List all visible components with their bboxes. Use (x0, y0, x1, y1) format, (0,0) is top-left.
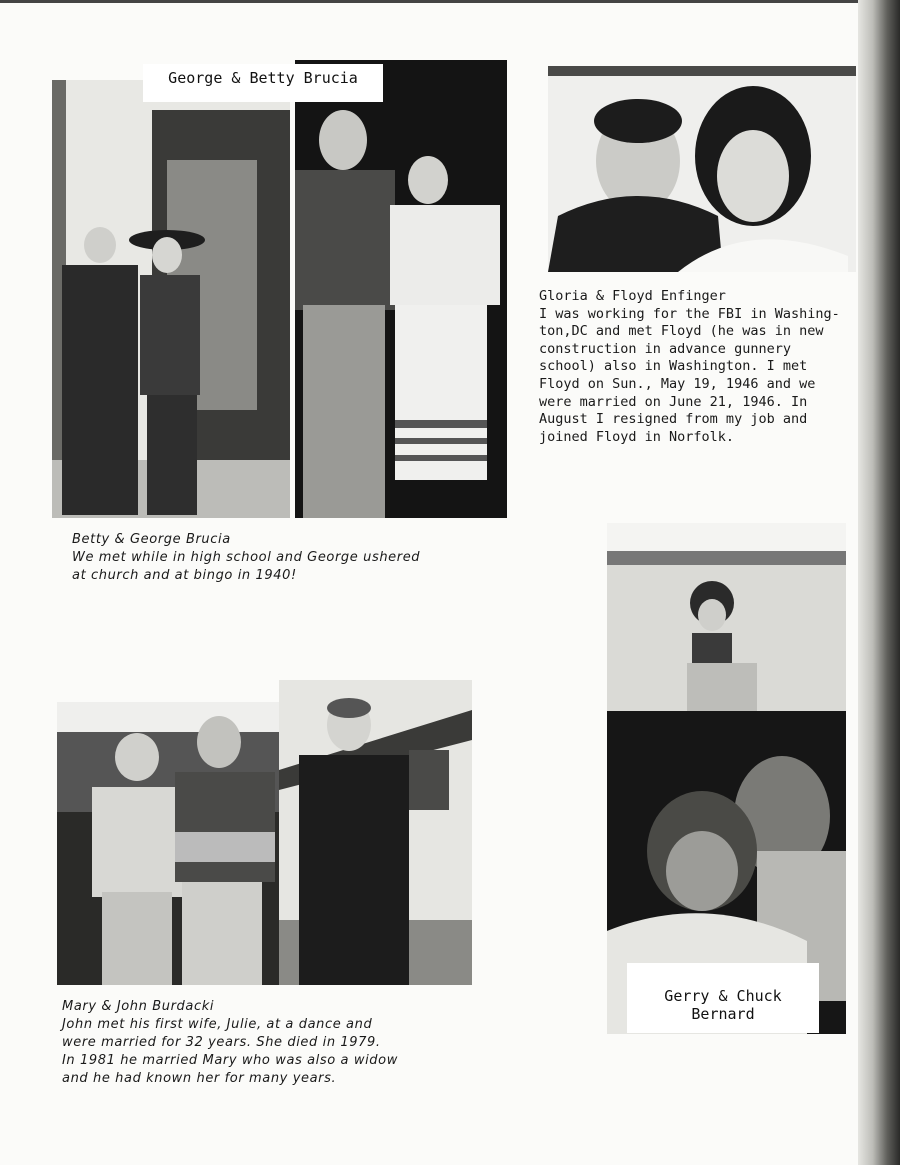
brucia-young-photo (52, 80, 290, 518)
caption-line: ton,DC and met Floyd (he was in new (539, 323, 824, 340)
caption-line: I was working for the FBI in Washing- (539, 305, 840, 322)
caption-line: were married on June 21, 1946. In (539, 393, 808, 410)
caption-line: We met while in high school and George ushered (72, 550, 421, 565)
brucia-photo-label: George & Betty Brucia (143, 64, 383, 102)
caption-line: school) also in Washington. I met (539, 358, 808, 375)
caption-line: John met his first wife, Julie, at a dance and (62, 1017, 373, 1032)
caption-line: were married for 32 years. She died in 1979. (62, 1035, 381, 1050)
caption-line: construction in advance gunnery (539, 340, 791, 357)
burdacki-caption-title: Mary & John Burdacki (62, 999, 215, 1014)
enfinger-caption-title: Gloria & Floyd Enfinger (539, 288, 726, 304)
bernard-photo-label (627, 963, 819, 1033)
burdacki-sailor-photo (279, 680, 472, 985)
brucia-caption-title: Betty & George Brucia (72, 532, 231, 547)
caption-line: In 1981 he married Mary who was also a widow (62, 1053, 398, 1068)
bernard-label-line1: Gerry & Chuck (664, 987, 782, 1005)
caption-line: and he had known her for many years. (62, 1071, 337, 1086)
caption-line: at church and at bingo in 1940! (72, 568, 297, 583)
bernard-label-line2: Bernard (691, 1005, 755, 1023)
caption-line: August I resigned from my job and (539, 411, 808, 428)
top-rule (0, 0, 900, 3)
brucia-older-photo (295, 60, 507, 518)
brucia-caption (72, 531, 512, 585)
caption-line: joined Floyd in Norfolk. (539, 428, 735, 445)
burdacki-caption (62, 998, 502, 1088)
caption-line: Floyd on Sun., May 19, 1946 and we (539, 375, 816, 392)
enfinger-caption (539, 288, 869, 446)
enfinger-photo (548, 66, 856, 272)
page-edge-shadow (858, 0, 900, 1165)
bernard-beach-photo (607, 523, 846, 711)
burdacki-couple-photo (57, 702, 279, 985)
